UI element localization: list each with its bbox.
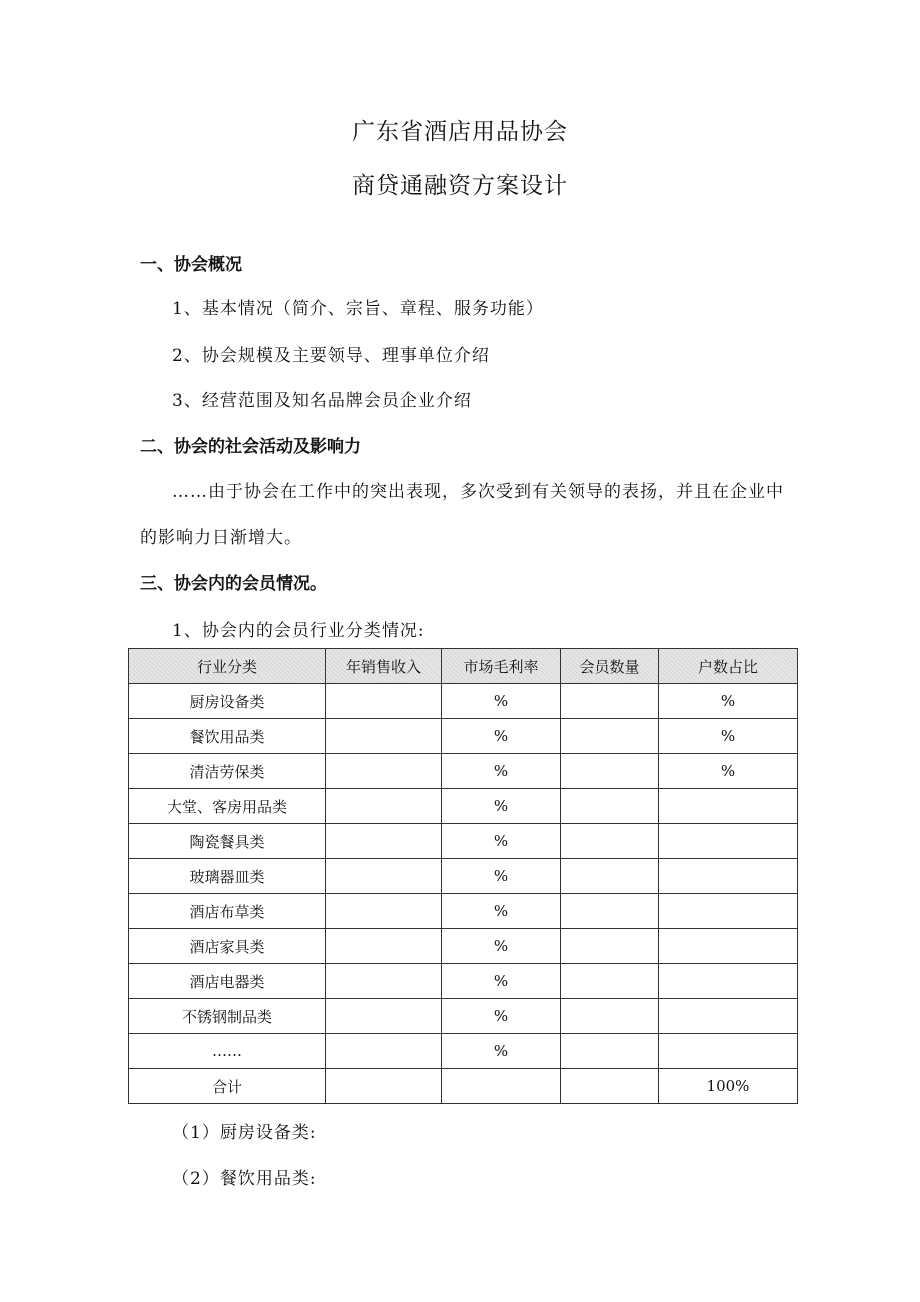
section-2-paragraph-line-2: 的影响力日渐增大。 [140, 528, 302, 548]
cell-annual-sales [326, 1034, 442, 1069]
table-row [129, 999, 798, 1034]
table-row [129, 894, 798, 929]
header-annual-sales: 年销售收入 [326, 649, 442, 684]
cell-annual-sales [326, 684, 442, 719]
header-share: 户数占比 [659, 649, 798, 684]
cell-gross-margin: % [442, 1034, 561, 1069]
header-industry: 行业分类 [129, 649, 326, 684]
cell-annual-sales [326, 964, 442, 999]
cell-gross-margin: % [442, 964, 561, 999]
cell-share [659, 999, 798, 1034]
cell-share: 100% [659, 1069, 798, 1104]
header-member-count: 会员数量 [561, 649, 659, 684]
cell-annual-sales [326, 1069, 442, 1104]
cell-annual-sales [326, 754, 442, 789]
cell-share: % [659, 684, 798, 719]
table-row [129, 929, 798, 964]
cell-industry: 餐饮用品类 [129, 719, 326, 754]
cell-gross-margin: % [442, 754, 561, 789]
cell-member-count [561, 894, 659, 929]
cell-member-count [561, 929, 659, 964]
cell-share: % [659, 719, 798, 754]
cell-industry: 玻璃器皿类 [129, 859, 326, 894]
cell-industry: 合计 [129, 1069, 326, 1104]
cell-gross-margin: % [442, 894, 561, 929]
cell-share [659, 859, 798, 894]
cell-member-count [561, 824, 659, 859]
cell-gross-margin: % [442, 719, 561, 754]
table-row [129, 859, 798, 894]
cell-member-count [561, 999, 659, 1034]
cell-member-count [561, 719, 659, 754]
section-1-item-2: 2、协会规模及主要领导、理事单位介绍 [172, 346, 490, 366]
section-3-heading: 三、协会内的会员情况。 [140, 574, 327, 594]
cell-share [659, 929, 798, 964]
cell-industry: 酒店家具类 [129, 929, 326, 964]
section-2-heading: 二、协会的社会活动及影响力 [140, 437, 361, 457]
cell-share [659, 894, 798, 929]
cell-gross-margin [442, 1069, 561, 1104]
cell-industry: 大堂、客房用品类 [129, 789, 326, 824]
cell-member-count [561, 684, 659, 719]
table-row [129, 1034, 798, 1069]
table-row [129, 824, 798, 859]
cell-gross-margin: % [442, 684, 561, 719]
cell-share [659, 824, 798, 859]
cell-annual-sales [326, 789, 442, 824]
table-total-row [129, 1069, 798, 1104]
table-row [129, 754, 798, 789]
cell-gross-margin: % [442, 859, 561, 894]
cell-member-count [561, 1069, 659, 1104]
header-gross-margin: 市场毛利率 [442, 649, 561, 684]
cell-share: % [659, 754, 798, 789]
cell-gross-margin: % [442, 789, 561, 824]
table-row [129, 684, 798, 719]
member-industry-table [128, 648, 798, 1104]
cell-member-count [561, 964, 659, 999]
table-row [129, 789, 798, 824]
cell-industry: …… [129, 1034, 326, 1069]
section-2-paragraph-line-1: ……由于协会在工作中的突出表现，多次受到有关领导的表扬，并且在企业中 [172, 482, 784, 502]
cell-share [659, 1034, 798, 1069]
section-3-subheading: 1、协会内的会员行业分类情况: [172, 621, 425, 641]
table-row [129, 964, 798, 999]
section-1-item-1: 1、基本情况（简介、宗旨、章程、服务功能） [172, 299, 544, 319]
subsection-catering-supplies: （2）餐饮用品类: [172, 1169, 317, 1189]
table-header-row [129, 649, 798, 684]
cell-annual-sales [326, 929, 442, 964]
cell-member-count [561, 754, 659, 789]
cell-gross-margin: % [442, 999, 561, 1034]
cell-annual-sales [326, 859, 442, 894]
document-title [0, 112, 920, 206]
cell-share [659, 964, 798, 999]
cell-industry: 陶瓷餐具类 [129, 824, 326, 859]
cell-annual-sales [326, 719, 442, 754]
title-line-1: 广东省酒店用品协会 [352, 119, 568, 145]
section-1-item-3: 3、经营范围及知名品牌会员企业介绍 [172, 391, 472, 411]
cell-share [659, 789, 798, 824]
title-line-2: 商贷通融资方案设计 [352, 173, 568, 199]
subsection-kitchen-equipment: （1）厨房设备类: [172, 1123, 317, 1143]
cell-annual-sales [326, 824, 442, 859]
cell-industry: 酒店电器类 [129, 964, 326, 999]
cell-gross-margin: % [442, 824, 561, 859]
cell-gross-margin: % [442, 929, 561, 964]
cell-member-count [561, 859, 659, 894]
cell-member-count [561, 789, 659, 824]
cell-industry: 清洁劳保类 [129, 754, 326, 789]
cell-industry: 厨房设备类 [129, 684, 326, 719]
table-row [129, 719, 798, 754]
section-1-heading: 一、协会概况 [140, 255, 242, 275]
cell-member-count [561, 1034, 659, 1069]
cell-industry: 不锈钢制品类 [129, 999, 326, 1034]
cell-annual-sales [326, 999, 442, 1034]
cell-annual-sales [326, 894, 442, 929]
cell-industry: 酒店布草类 [129, 894, 326, 929]
